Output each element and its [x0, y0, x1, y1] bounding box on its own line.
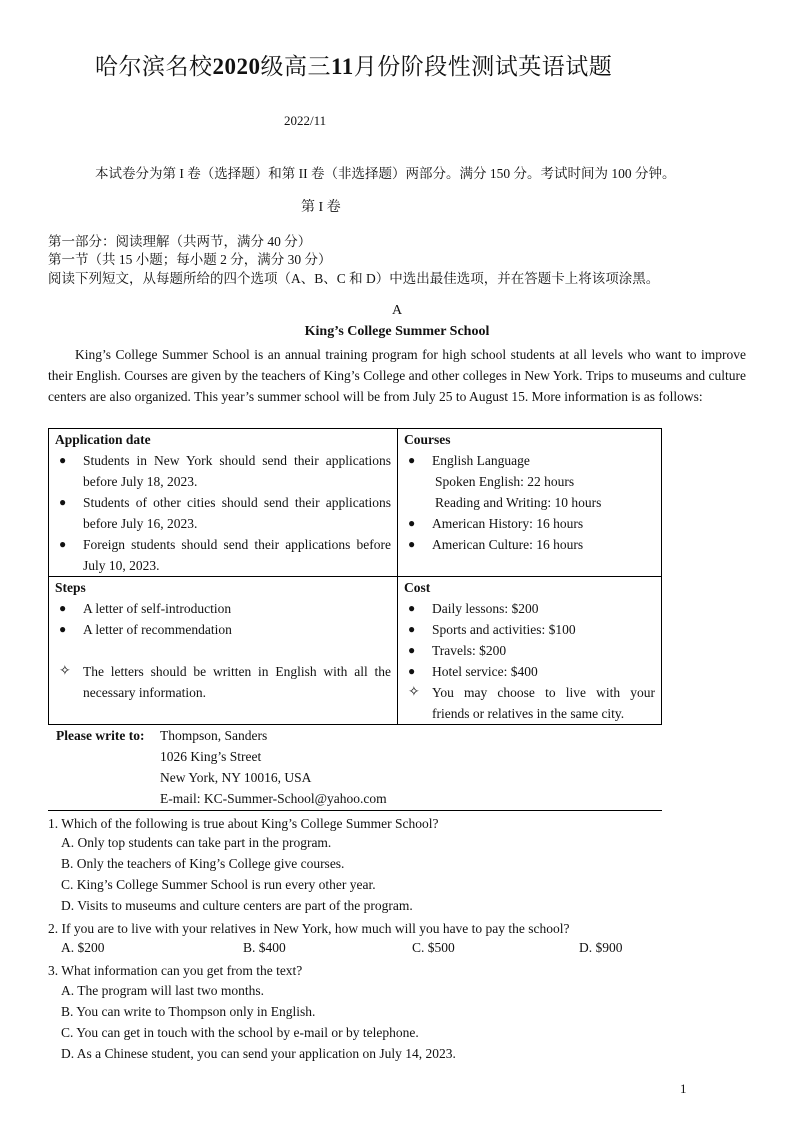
bullet-icon: ●	[59, 537, 67, 551]
title-year: 2020	[212, 54, 261, 79]
courses-heading: Courses	[404, 432, 451, 447]
exam-intro: 本试卷分为第 I 卷（选择题）和第 II 卷（非选择题）两部分。满分 150 分。考试时间为 100 分钟。	[95, 166, 676, 181]
list-item-text: A letter of recommendation	[83, 622, 232, 637]
list-item	[404, 619, 655, 640]
passage-letter: A	[391, 303, 403, 318]
list-item	[55, 450, 391, 492]
list-item-text: Daily lessons: $200	[432, 601, 539, 616]
option: C. King’s College Summer School is run every other year.	[61, 877, 376, 892]
address-line: Thompson, Sanders	[160, 728, 268, 743]
steps-cell	[49, 577, 398, 725]
list-item	[55, 619, 391, 640]
bullet-icon: ●	[59, 622, 67, 636]
option: C. You can get in touch with the school by e-mail or by telephone.	[61, 1025, 419, 1040]
list-item-text: Hotel service: $400	[432, 664, 538, 679]
question-3-stem: 3. What information can you get from the text?	[48, 963, 303, 978]
exam-date: 2022/11	[284, 113, 327, 128]
list-item	[404, 598, 655, 619]
note-item	[55, 661, 391, 703]
option: B. You can write to Thompson only in English.	[61, 1004, 316, 1019]
courses-cell	[398, 429, 662, 577]
application-cell	[49, 429, 398, 577]
passage-title: King’s College Summer School	[304, 324, 490, 339]
bullet-icon: ●	[59, 601, 67, 615]
steps-heading: Steps	[55, 580, 86, 595]
option: A. Only top students can take part in the program.	[61, 835, 332, 850]
list-item-text: Sports and activities: $100	[432, 622, 576, 637]
write-to-block	[48, 725, 662, 811]
list-item	[404, 534, 655, 555]
volume-heading: 第 I 卷	[301, 200, 341, 215]
option: B. Only the teachers of King’s College give courses.	[61, 856, 345, 871]
address-line: 1026 King’s Street	[160, 749, 262, 764]
option: D. As a Chinese student, you can send your application on July 14, 2023.	[61, 1046, 456, 1061]
list-item	[55, 492, 391, 534]
page-number: 1	[680, 1081, 687, 1096]
title-part: 月份阶段性测试英语试题	[353, 54, 613, 79]
option: D. $900	[579, 940, 623, 955]
bullet-icon: ●	[408, 537, 416, 551]
list-item	[404, 640, 655, 661]
note-item	[404, 682, 655, 724]
cost-cell	[398, 577, 662, 725]
section-1-heading: 第一节（共 15 小题；每小题 2 分，满分 30 分）	[48, 252, 332, 267]
write-to-label: Please write to:	[56, 728, 145, 743]
option: B. $400	[243, 940, 286, 955]
bullet-icon: ●	[408, 601, 416, 615]
bullet-icon: ●	[408, 453, 416, 467]
list-item	[404, 661, 655, 682]
list-item	[404, 513, 655, 534]
title-part: 级高三	[260, 54, 331, 79]
list-item-text: American History: 16 hours	[432, 516, 584, 531]
list-item-text: American Culture: 16 hours	[432, 537, 584, 552]
note-text: The letters should be written in English with all the necessary information.	[83, 664, 391, 700]
list-item	[55, 598, 391, 619]
option: A. $200	[61, 940, 105, 955]
info-table	[48, 428, 662, 725]
list-item	[55, 534, 391, 576]
bullet-icon: ●	[59, 495, 67, 509]
bullet-icon: ●	[408, 622, 416, 636]
question-1-stem: 1. Which of the following is true about King’s College Summer School?	[48, 816, 439, 831]
list-item-text: Foreign students should send their applications before July 10, 2023.	[83, 537, 391, 573]
list-item-text: Students of other cities should send their applications before July 16, 2023.	[83, 495, 391, 531]
title-month: 11	[331, 54, 354, 79]
list-item-text: Travels: $200	[432, 643, 507, 658]
bullet-icon: ●	[59, 453, 67, 467]
diamond-icon: ✧	[59, 664, 71, 679]
sub-item: Spoken English: 22 hours	[435, 474, 575, 489]
page-title	[95, 48, 612, 81]
passage-paragraph	[48, 344, 746, 407]
sub-item: Reading and Writing: 10 hours	[435, 495, 602, 510]
note-text: You may choose to live with your friends or relatives in the same city.	[432, 685, 655, 721]
list-item	[404, 450, 655, 471]
application-heading: Application date	[55, 432, 151, 447]
question-2-stem: 2. If you are to live with your relatives in New York, how much will you have to pay the school?	[48, 921, 570, 936]
passage-text: King’s College Summer School is an annual training program for high school students at all levels who want to improve their English. Courses are given by the teachers of King’s College and other colleges in New York. Trips to museums and culture centers are also organized. This year’s summer school will be from July 25 to August 15. More information is as follows:	[48, 347, 746, 404]
option: D. Visits to museums and culture centers are part of the program.	[61, 898, 413, 913]
list-item-text: English Language	[432, 453, 530, 468]
option: C. $500	[412, 940, 455, 955]
bullet-icon: ●	[408, 643, 416, 657]
list-item-text: Students in New York should send their applications before July 18, 2023.	[83, 453, 391, 489]
section-part-heading: 第一部分：阅读理解（共两节，满分 40 分）	[48, 234, 312, 249]
diamond-icon: ✧	[408, 685, 420, 700]
instructions: 阅读下列短文，从每题所给的四个选项（A、B、C 和 D）中选出最佳选项，并在答题卡上将该项涂黑。	[48, 271, 660, 286]
cost-heading: Cost	[404, 580, 431, 595]
option: A. The program will last two months.	[61, 983, 264, 998]
bullet-icon: ●	[408, 516, 416, 530]
email-line: E-mail: KC-Summer-School@yahoo.com	[160, 791, 387, 806]
list-item-text: A letter of self-introduction	[83, 601, 232, 616]
bullet-icon: ●	[408, 664, 416, 678]
title-part: 哈尔滨名校	[95, 54, 213, 79]
address-line: New York, NY 10016, USA	[160, 770, 312, 785]
